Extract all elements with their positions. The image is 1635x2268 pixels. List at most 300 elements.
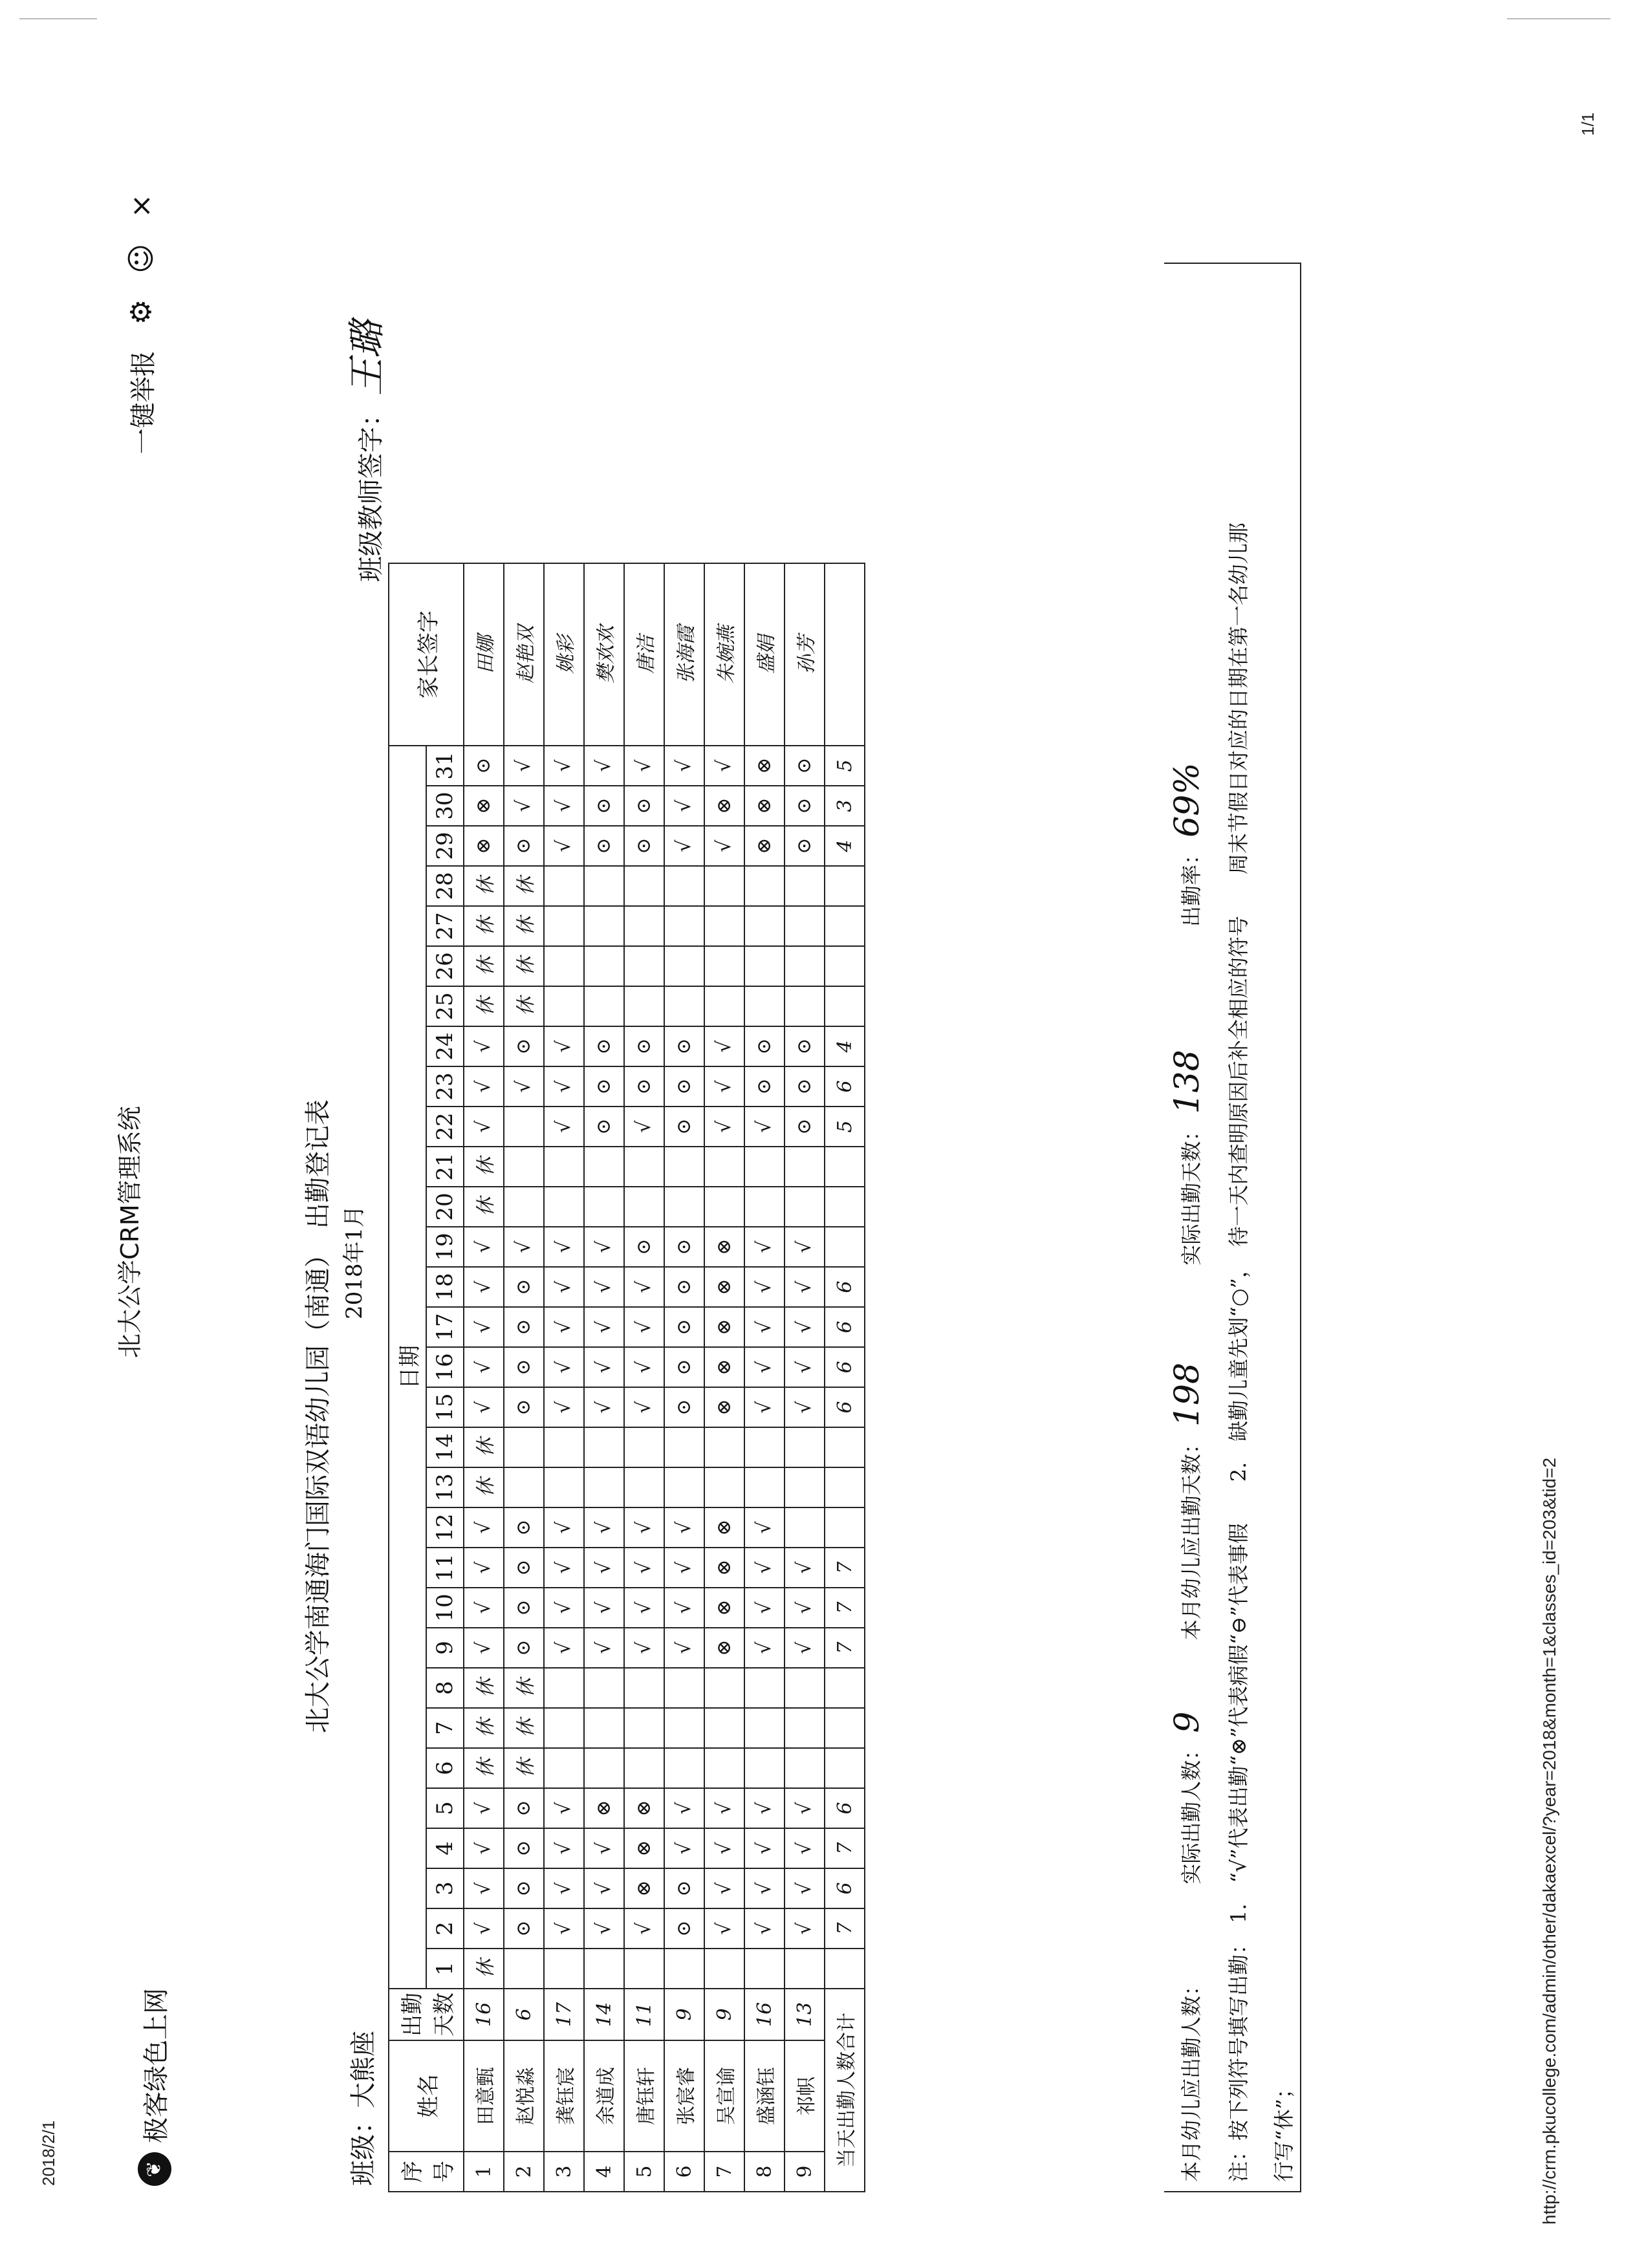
attendance-mark: √ — [584, 1828, 624, 1868]
attendance-mark — [664, 946, 704, 986]
face-icon[interactable]: ☺ — [124, 243, 158, 274]
attendance-mark: 休 — [464, 1748, 504, 1788]
actual-label: 实际出勤人数： — [1179, 1739, 1204, 1885]
attendance-table — [388, 563, 865, 2192]
daily-total: 6 — [825, 1267, 865, 1307]
parent-signature: 朱婉燕 — [704, 563, 744, 746]
row-number: 4 — [584, 2152, 624, 2192]
daily-total — [825, 1507, 865, 1548]
attendance-mark: √ — [464, 1868, 504, 1908]
header-date: 日期 — [389, 746, 426, 1989]
attendance-days: 9 — [664, 1989, 704, 2040]
attendance-mark: 休 — [504, 1668, 544, 1708]
child-name: 盛涵钰 — [744, 2040, 785, 2152]
attendance-mark: √ — [785, 1307, 825, 1347]
daily-total: 4 — [825, 826, 865, 866]
child-name: 余道成 — [584, 2040, 624, 2152]
attendance-mark: ⊙ — [504, 1868, 544, 1908]
day-header: 27 — [426, 906, 464, 946]
day-header: 9 — [426, 1628, 464, 1668]
attendance-mark: ⊗ — [704, 1507, 744, 1548]
table-row — [504, 563, 544, 2192]
attendance-mark — [584, 1708, 624, 1748]
attendance-mark: √ — [704, 1828, 744, 1868]
attendance-mark — [584, 1147, 624, 1187]
daily-total — [825, 1427, 865, 1467]
attendance-mark — [785, 986, 825, 1026]
teacher-signature-line — [336, 321, 391, 582]
day-header: 2 — [426, 1908, 464, 1949]
attendance-mark: √ — [744, 1387, 785, 1427]
daily-total: 7 — [825, 1548, 865, 1588]
attendance-mark: ⊗ — [584, 1788, 624, 1828]
attendance-mark: √ — [544, 1548, 584, 1588]
attendance-mark: ⊙ — [504, 1307, 544, 1347]
attendance-mark — [624, 866, 664, 906]
attendance-mark — [744, 1668, 785, 1708]
attendance-mark — [664, 1147, 704, 1187]
attendance-mark: ⊗ — [704, 1347, 744, 1387]
attendance-mark: √ — [584, 1267, 624, 1307]
attendance-mark — [624, 1949, 664, 1989]
logo[interactable] — [136, 1988, 173, 2186]
attendance-mark: ⊗ — [704, 1588, 744, 1628]
daily-total: 6 — [825, 1387, 865, 1427]
attendance-mark: ⊗ — [624, 1828, 664, 1868]
attendance-mark: √ — [624, 1908, 664, 1949]
attendance-mark: √ — [664, 1588, 704, 1628]
attendance-mark: ⊗ — [704, 1227, 744, 1267]
attendance-mark — [664, 1427, 704, 1467]
daily-total — [825, 1748, 865, 1788]
parent-signature: 田娜 — [464, 563, 504, 746]
parent-signature: 张海霞 — [664, 563, 704, 746]
attendance-mark: √ — [785, 1868, 825, 1908]
day-header: 21 — [426, 1147, 464, 1187]
attendance-mark — [624, 1748, 664, 1788]
daily-total: 6 — [825, 1307, 865, 1347]
attendance-mark: √ — [584, 1307, 624, 1347]
parent-signature: 樊欢欢 — [584, 563, 624, 746]
daily-total: 5 — [825, 1107, 865, 1147]
attendance-mark: √ — [464, 1107, 504, 1147]
notes-line-2: 行写“休”； — [1272, 2078, 1296, 2182]
attendance-mark — [785, 1427, 825, 1467]
document-title: 北大公学南通海门国际双语幼儿园（南通） 出勤登记表 — [303, 1099, 333, 1733]
day-header: 19 — [426, 1227, 464, 1267]
attendance-mark — [544, 866, 584, 906]
attendance-mark: √ — [624, 1387, 664, 1427]
attendance-mark: √ — [544, 1307, 584, 1347]
attendance-mark: ⊙ — [504, 1347, 544, 1387]
attendance-mark: √ — [584, 746, 624, 786]
top-dash-right — [1507, 18, 1610, 19]
attendance-days: 11 — [624, 1989, 664, 2040]
attendance-mark: 休 — [504, 906, 544, 946]
attendance-mark: ⊗ — [624, 1868, 664, 1908]
row-number: 7 — [704, 2152, 744, 2192]
attendance-mark: 休 — [504, 1748, 544, 1788]
attendance-mark: ⊙ — [664, 1107, 704, 1147]
attendance-mark: √ — [744, 1107, 785, 1147]
day-header: 29 — [426, 826, 464, 866]
attendance-mark: ⊗ — [744, 826, 785, 866]
attendance-mark: √ — [464, 1788, 504, 1828]
attendance-mark: ⊗ — [704, 1628, 744, 1668]
day-header: 13 — [426, 1467, 464, 1507]
attendance-mark: √ — [704, 1107, 744, 1147]
attendance-mark: √ — [704, 1868, 744, 1908]
child-name: 赵悦淼 — [504, 2040, 544, 2152]
attendance-mark — [504, 1949, 544, 1989]
document-subtitle: 2018年1月 — [341, 1205, 367, 1319]
attendance-days: 6 — [504, 1989, 544, 2040]
day-header: 28 — [426, 866, 464, 906]
attendance-mark — [744, 1467, 785, 1507]
attendance-mark: ⊙ — [785, 786, 825, 826]
daily-total: 3 — [825, 786, 865, 826]
attendance-mark: ⊙ — [504, 826, 544, 866]
notes-line-1: 注：按下列符号填写出勤： 1. “√”代表出勤“⊗”代表病假“⊖”代表事假 2. 缺勤儿童先划“○”， 待一天内查明原因后补全相应的符号 周末节假日对应的日期在第一名幼儿那 — [1226, 523, 1251, 2182]
attendance-mark — [584, 1427, 624, 1467]
parent-signature: 盛娟 — [744, 563, 785, 746]
day-header: 5 — [426, 1788, 464, 1828]
child-name: 唐钰轩 — [624, 2040, 664, 2152]
attendance-mark: 休 — [464, 986, 504, 1026]
day-header: 20 — [426, 1187, 464, 1227]
attendance-mark — [744, 906, 785, 946]
attendance-mark: √ — [664, 1548, 704, 1588]
attendance-mark — [785, 1949, 825, 1989]
attendance-mark: ⊗ — [704, 1387, 744, 1427]
attendance-mark — [785, 906, 825, 946]
attendance-mark: ⊙ — [584, 786, 624, 826]
attendance-mark: √ — [744, 1788, 785, 1828]
attendance-mark — [785, 1708, 825, 1748]
attendance-mark: ⊙ — [664, 1908, 704, 1949]
attendance-mark — [624, 1708, 664, 1748]
summary-block — [1164, 263, 1301, 2192]
attendance-mark — [704, 986, 744, 1026]
daily-total: 6 — [825, 1066, 865, 1107]
attendance-mark: √ — [624, 1267, 664, 1307]
attendance-mark: √ — [664, 786, 704, 826]
attendance-mark: √ — [744, 1908, 785, 1949]
daily-total — [825, 986, 865, 1026]
attendance-mark: √ — [544, 1507, 584, 1548]
attendance-mark: √ — [624, 1107, 664, 1147]
attendance-mark — [504, 1427, 544, 1467]
totals-signature-blank — [825, 563, 865, 746]
attendance-mark: √ — [544, 1828, 584, 1868]
attendance-mark — [624, 1467, 664, 1507]
logo-text: 极客绿色上网 — [142, 1988, 171, 2143]
header-no: 序号 — [389, 2152, 464, 2192]
daily-total: 6 — [825, 1347, 865, 1387]
attendance-mark: ⊗ — [704, 1548, 744, 1588]
attendance-mark — [744, 1949, 785, 1989]
parent-signature: 孙芳 — [785, 563, 825, 746]
attendance-mark: ⊗ — [704, 1267, 744, 1307]
attendance-mark — [785, 1467, 825, 1507]
parent-signature: 唐洁 — [624, 563, 664, 746]
daily-total: 7 — [825, 1628, 865, 1668]
attendance-mark: ⊗ — [744, 786, 785, 826]
attendance-mark — [664, 1467, 704, 1507]
attendance-mark: √ — [544, 1387, 584, 1427]
day-header: 14 — [426, 1427, 464, 1467]
attendance-mark — [624, 946, 664, 986]
parent-signature: 姚彩 — [544, 563, 584, 746]
attendance-mark — [664, 1187, 704, 1227]
totals-row — [825, 563, 865, 2192]
attendance-mark: √ — [624, 1548, 664, 1588]
attendance-mark: ⊙ — [664, 1387, 704, 1427]
attendance-mark: √ — [704, 826, 744, 866]
attendance-mark — [785, 1147, 825, 1187]
attendance-mark — [744, 1427, 785, 1467]
gear-icon[interactable]: ⚙ — [124, 299, 158, 325]
attendance-mark: ⊙ — [584, 1066, 624, 1107]
attendance-mark: √ — [744, 1227, 785, 1267]
attendance-mark: √ — [785, 1548, 825, 1588]
attendance-mark — [624, 1668, 664, 1708]
attendance-mark: √ — [464, 1908, 504, 1949]
attendance-mark — [744, 866, 785, 906]
attendance-mark: √ — [504, 746, 544, 786]
actual-days-label: 实际出勤天数： — [1179, 1120, 1204, 1266]
attendance-mark: √ — [544, 1066, 584, 1107]
attendance-mark: √ — [785, 1387, 825, 1427]
attendance-mark: 休 — [504, 1708, 544, 1748]
day-header: 11 — [426, 1548, 464, 1588]
daily-total — [825, 1467, 865, 1507]
attendance-mark — [664, 906, 704, 946]
attendance-mark: √ — [785, 1588, 825, 1628]
attendance-mark: √ — [785, 1347, 825, 1387]
attendance-mark: ⊙ — [624, 786, 664, 826]
attendance-mark: 休 — [464, 946, 504, 986]
attendance-mark: √ — [785, 1267, 825, 1307]
close-icon[interactable]: × — [124, 194, 158, 218]
daily-total — [825, 1668, 865, 1708]
day-header: 12 — [426, 1507, 464, 1548]
table-row — [584, 563, 624, 2192]
attendance-mark: √ — [544, 1026, 584, 1066]
attendance-mark — [785, 1668, 825, 1708]
daily-total — [825, 1147, 865, 1187]
day-header: 30 — [426, 786, 464, 826]
table-row — [624, 563, 664, 2192]
daily-total: 5 — [825, 746, 865, 786]
day-header: 8 — [426, 1668, 464, 1708]
attendance-mark — [744, 1708, 785, 1748]
daily-total: 6 — [825, 1868, 865, 1908]
attendance-mark — [544, 1748, 584, 1788]
daily-total — [825, 1227, 865, 1267]
day-header: 22 — [426, 1107, 464, 1147]
day-header: 17 — [426, 1307, 464, 1347]
attendance-mark: √ — [664, 826, 704, 866]
attendance-mark: ⊙ — [664, 1227, 704, 1267]
attendance-mark: √ — [464, 1628, 504, 1668]
attendance-mark: √ — [544, 1868, 584, 1908]
row-number: 6 — [664, 2152, 704, 2192]
table-row — [464, 563, 504, 2192]
daily-total: 7 — [825, 1828, 865, 1868]
attendance-mark: √ — [544, 1628, 584, 1668]
attendance-mark — [704, 1949, 744, 1989]
attendance-mark: √ — [624, 1588, 664, 1628]
attendance-mark: √ — [544, 1788, 584, 1828]
actual-days-value: 138 — [1168, 1050, 1207, 1114]
attendance-mark: √ — [464, 1307, 504, 1347]
day-header: 25 — [426, 986, 464, 1026]
attendance-mark: ⊙ — [785, 1026, 825, 1066]
attendance-mark: ⊙ — [664, 1347, 704, 1387]
report-button[interactable]: 一键举报 — [129, 351, 158, 455]
attendance-mark — [544, 1708, 584, 1748]
attendance-mark: √ — [464, 1588, 504, 1628]
attendance-mark — [544, 986, 584, 1026]
attendance-mark — [785, 946, 825, 986]
attendance-mark — [785, 1507, 825, 1548]
attendance-mark: ⊙ — [785, 1066, 825, 1107]
attendance-mark: ⊙ — [504, 1548, 544, 1588]
daily-total: 6 — [825, 1788, 865, 1828]
attendance-mark: 休 — [464, 1708, 504, 1748]
day-header: 6 — [426, 1748, 464, 1788]
attendance-mark — [704, 1708, 744, 1748]
attendance-mark: ⊙ — [504, 1788, 544, 1828]
leaf-logo-icon: ❦ — [138, 2152, 171, 2186]
attendance-mark: √ — [504, 1227, 544, 1267]
attendance-mark: √ — [744, 1307, 785, 1347]
attendance-mark: √ — [544, 826, 584, 866]
row-number: 3 — [544, 2152, 584, 2192]
attendance-mark: √ — [504, 786, 544, 826]
attendance-mark: √ — [704, 1788, 744, 1828]
daily-total: 7 — [825, 1908, 865, 1949]
attendance-mark: ⊙ — [504, 1828, 544, 1868]
attendance-mark — [624, 906, 664, 946]
attendance-days: 16 — [464, 1989, 504, 2040]
header-signature: 家长签字 — [389, 563, 464, 746]
rate-value: 69% — [1168, 762, 1207, 837]
attendance-mark — [584, 1187, 624, 1227]
attendance-days: 16 — [744, 1989, 785, 2040]
top-dash-left — [19, 18, 97, 19]
attendance-mark: ⊙ — [664, 1307, 704, 1347]
attendance-mark: ⊙ — [624, 1066, 664, 1107]
attendance-mark: √ — [544, 1267, 584, 1307]
teacher-signature: 王璐 — [345, 320, 389, 396]
attendance-mark: √ — [704, 1066, 744, 1107]
table-row — [664, 563, 704, 2192]
attendance-mark: ⊗ — [704, 1307, 744, 1347]
attendance-mark — [704, 1187, 744, 1227]
attendance-mark: √ — [704, 1026, 744, 1066]
attendance-mark: √ — [664, 1828, 704, 1868]
attendance-mark: ⊙ — [464, 746, 504, 786]
attendance-mark: √ — [744, 1267, 785, 1307]
table-row — [704, 563, 744, 2192]
attendance-mark — [584, 1467, 624, 1507]
rate-label: 出勤率： — [1179, 843, 1204, 927]
parent-signature: 赵艳双 — [504, 563, 544, 746]
attendance-mark: ⊙ — [664, 1267, 704, 1307]
attendance-mark: √ — [785, 1788, 825, 1828]
attendance-mark: ⊙ — [504, 1628, 544, 1668]
attendance-mark: ⊙ — [664, 1868, 704, 1908]
attendance-mark: ⊙ — [664, 1026, 704, 1066]
row-number: 8 — [744, 2152, 785, 2192]
attendance-mark: √ — [464, 1387, 504, 1427]
attendance-mark: √ — [544, 1588, 584, 1628]
attendance-mark — [584, 946, 624, 986]
day-header: 4 — [426, 1828, 464, 1868]
attendance-mark: √ — [544, 746, 584, 786]
attendance-mark: √ — [464, 1548, 504, 1588]
print-url: http://crm.pkucollege.com/admin/other/dakaexcel/?year=2018&month=1&classes_id=203&tid=2 — [1539, 1457, 1559, 2225]
attendance-mark: 休 — [504, 866, 544, 906]
attendance-mark — [744, 1147, 785, 1187]
attendance-mark: ⊙ — [504, 1507, 544, 1548]
row-number: 2 — [504, 2152, 544, 2192]
attendance-mark: √ — [464, 1828, 504, 1868]
day-header: 1 — [426, 1949, 464, 1989]
attendance-mark: √ — [744, 1347, 785, 1387]
attendance-sheet — [116, 116, 1462, 2199]
attendance-mark: ⊙ — [504, 1026, 544, 1066]
attendance-mark — [624, 1427, 664, 1467]
daily-total: 4 — [825, 1026, 865, 1066]
attendance-mark: √ — [744, 1507, 785, 1548]
table-row — [544, 563, 584, 2192]
attendance-mark: ⊙ — [504, 1588, 544, 1628]
attendance-mark — [744, 1748, 785, 1788]
attendance-mark: 休 — [464, 1668, 504, 1708]
attendance-mark — [504, 1147, 544, 1187]
attendance-mark: √ — [785, 1828, 825, 1868]
class-label: 班级：大熊座 — [349, 2031, 378, 2186]
attendance-mark — [704, 866, 744, 906]
attendance-mark: √ — [464, 1227, 504, 1267]
attendance-mark — [664, 1668, 704, 1708]
daily-total — [825, 1949, 865, 1989]
attendance-mark: √ — [544, 1107, 584, 1147]
attendance-mark: √ — [785, 1227, 825, 1267]
table-row — [744, 563, 785, 2192]
attendance-mark: 休 — [504, 946, 544, 986]
due-days-label: 本月幼儿应出勤天数： — [1179, 1433, 1204, 1641]
attendance-mark: √ — [584, 1548, 624, 1588]
attendance-days: 14 — [584, 1989, 624, 2040]
due-label: 本月幼儿应出勤人数： — [1179, 1974, 1204, 2182]
attendance-mark: √ — [584, 1347, 624, 1387]
attendance-mark — [584, 1949, 624, 1989]
daily-total — [825, 946, 865, 986]
day-header: 10 — [426, 1588, 464, 1628]
attendance-mark — [785, 1187, 825, 1227]
due-days-value: 198 — [1168, 1362, 1207, 1427]
attendance-mark — [785, 866, 825, 906]
attendance-mark: √ — [584, 1387, 624, 1427]
attendance-mark — [664, 1708, 704, 1748]
attendance-mark — [544, 1668, 584, 1708]
attendance-mark: 休 — [464, 906, 504, 946]
attendance-mark: ⊙ — [504, 1908, 544, 1949]
